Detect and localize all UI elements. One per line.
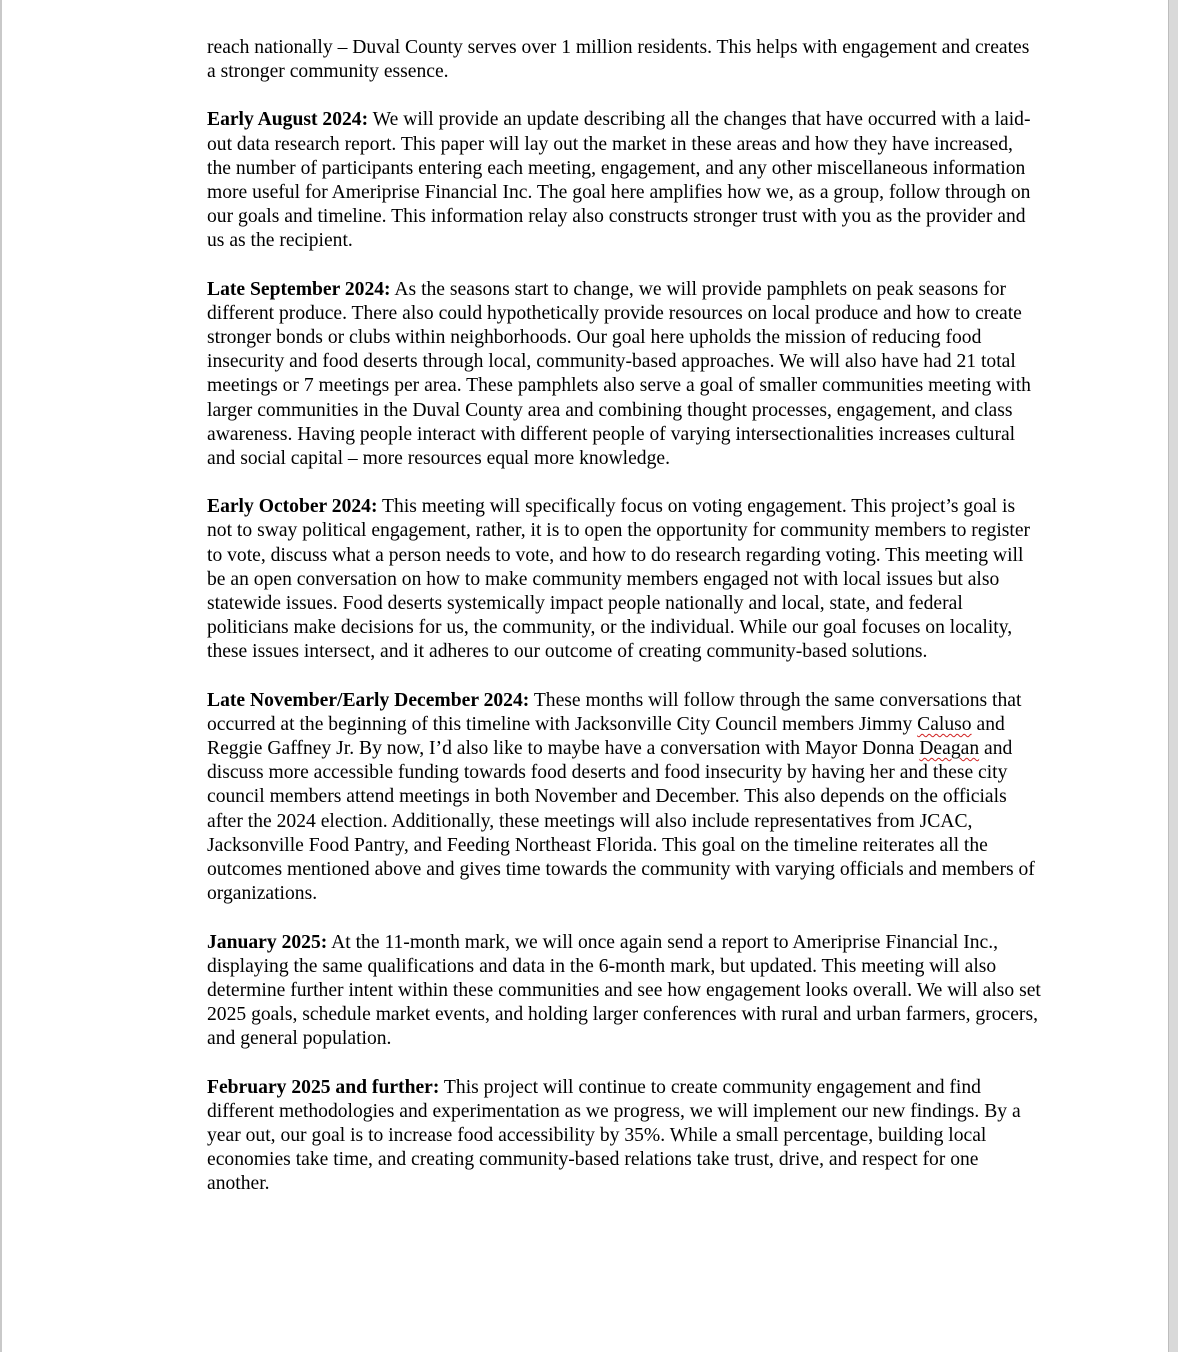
paragraph-text: and discuss more accessible funding towards food deserts and food insecurity by having her and these city council members attend meetings in both November and December. This also depends on the officials after the 2024 election. Additionally, these meetings will also include representatives from JCAC, Jacksonville Food Pantry, and Feeding Northeast Florida. This goal on the timeline reiterates all the outcomes mentioned above and gives time towards the community with varying officials and members of organizations. [207, 738, 1035, 905]
paragraph-late-september-2024 [207, 278, 1041, 472]
page-left-edge [0, 0, 2, 1352]
paragraph-text: This meeting will specifically focus on voting engagement. This project’s goal is not to sway political engagement, rather, it is to open the opportunity for community members to register to vote, discuss what a person needs to vote, and how to do research regarding voting. This meeting will be an open conversation on how to make community members engaged not with local issues but also statewide issues. Food deserts systemically impact people nationally and local, state, and federal politicians make decisions for us, the community, or the individual. While our goal focuses on locality, these issues intersect, and it adheres to our outcome of creating community-based solutions. [207, 496, 1031, 663]
paragraph-early-october-2024 [207, 495, 1041, 664]
paragraph-heading: January 2025: [207, 931, 328, 953]
paragraph-text: and Reggie Gaffney Jr. By now, I’d also like to maybe have a conversation with Mayor Donna [207, 713, 1005, 760]
paragraph-late-november-early-december-2024 [207, 689, 1041, 907]
paragraph-heading: February 2025 and further: [207, 1076, 440, 1098]
paragraph-intro-continuation [207, 36, 1041, 84]
spellcheck-flagged-word[interactable]: Caluso [917, 713, 972, 735]
paragraph-text: These months will follow through the same conversations that occurred at the beginning of this timeline with Jacksonville City Council members Jimmy [207, 689, 1022, 735]
paragraph-early-august-2024 [207, 108, 1041, 253]
window-right-gutter[interactable] [1168, 0, 1178, 1352]
paragraph-heading: Late September 2024: [207, 278, 391, 300]
paragraph-text: reach nationally – Duval County serves over 1 million residents. This helps with engagement and creates a stronger community essence. [207, 37, 1030, 83]
paragraph-heading: Early August 2024: [207, 109, 369, 131]
paragraph-text: We will provide an update describing all the changes that have occurred with a laid-out data research report. This paper will lay out the market in these areas and how they have increased, the number of participants entering each meeting, engagement, and any other miscellaneous information more useful for Ameriprise Financial Inc. The goal here amplifies how we, as a group, follow through on our goals and timeline. This information relay also constructs stronger trust with you as the provider and us as the recipient. [207, 109, 1031, 252]
paragraph-text: At the 11-month mark, we will once again send a report to Ameriprise Financial Inc., displaying the same qualifications and data in the 6-month mark, but updated. This meeting will also determine further intent within these communities and see how engagement looks overall. We will also set 2025 goals, schedule market events, and holding larger conferences with rural and urban farmers, grocers, and general population. [207, 931, 1041, 1050]
spellcheck-flagged-word[interactable]: Deagan [919, 738, 980, 760]
paragraph-text: This project will continue to create community engagement and find different methodologies and experimentation as we progress, we will implement our new findings. By a year out, our goal is to increase food accessibility by 35%. While a small percentage, building local economies take time, and creating community-based relations take trust, drive, and respect for one another. [207, 1076, 1021, 1195]
document-page-body[interactable] [207, 36, 1041, 1221]
paragraph-january-2025 [207, 931, 1041, 1052]
paragraph-text: As the seasons start to change, we will provide pamphlets on peak seasons for different produce. There also could hypothetically provide resources on local produce and how to create stronger bonds or clubs within neighborhoods. Our goal here upholds the mission of reducing food insecurity and food deserts through local, community-based approaches. We will also have had 21 total meetings or 7 meetings per area. These pamphlets also serve a goal of smaller communities meeting with larger communities in the Duval County area and combining thought processes, engagement, and class awareness. Having people interact with different people of varying intersectionalities increases cultural and social capital – more resources equal more knowledge. [207, 278, 1031, 470]
paragraph-heading: Late November/Early December 2024: [207, 689, 530, 711]
paragraph-heading: Early October 2024: [207, 496, 378, 518]
paragraph-february-2025-and-further [207, 1076, 1041, 1197]
